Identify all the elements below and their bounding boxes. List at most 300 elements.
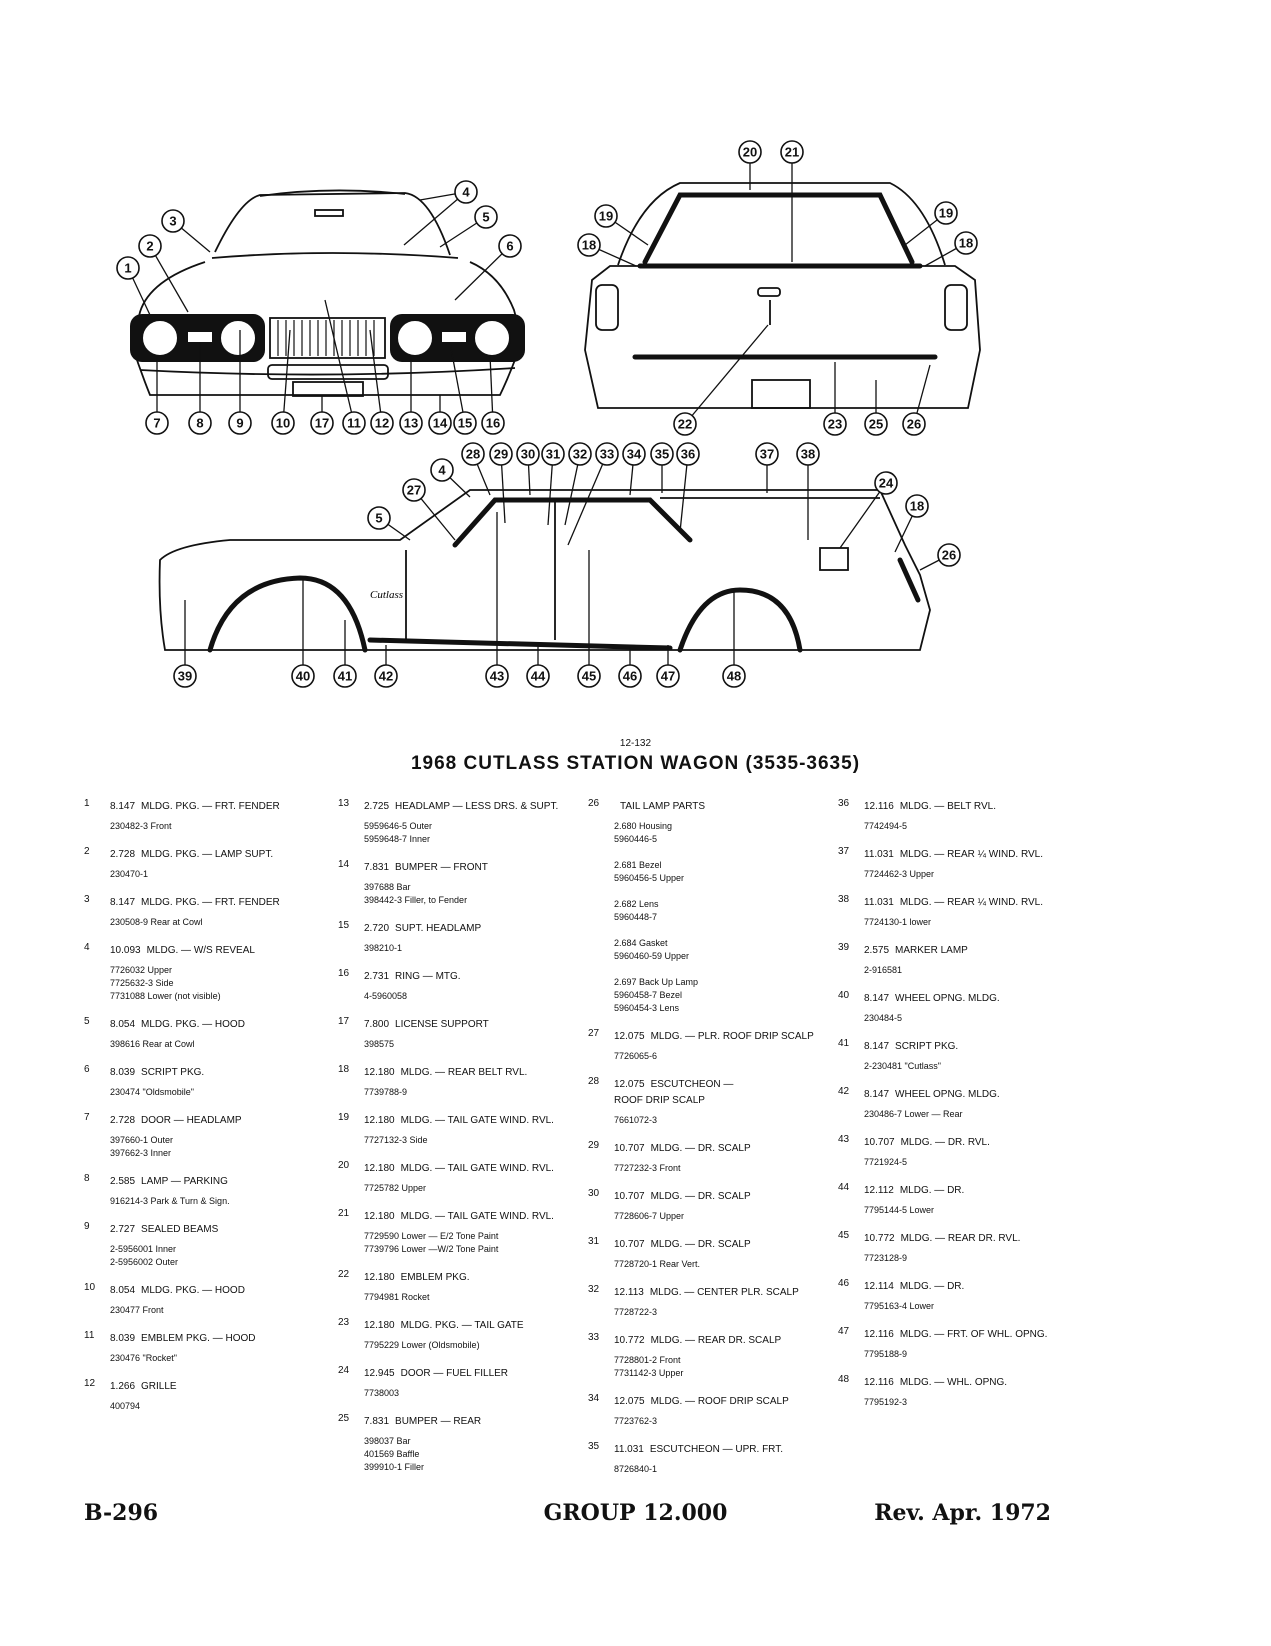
- group-code: 12.180: [364, 1067, 395, 1078]
- item-number: 6: [84, 1064, 90, 1075]
- item-header: [864, 1278, 1078, 1294]
- item-number: 40: [838, 990, 850, 1001]
- group-code: 12.075: [614, 1031, 645, 1042]
- parts-list-item: [84, 1064, 324, 1099]
- item-header: [864, 894, 1078, 910]
- part-numbers: 7721924-5: [864, 1157, 908, 1167]
- part-numbers: 7794981 Rocket: [364, 1292, 430, 1302]
- group-code: 12.116: [864, 801, 894, 812]
- callout-7: [146, 412, 168, 434]
- parts-list-item: [838, 942, 1078, 977]
- item-header: [364, 1269, 578, 1285]
- svg-text:14: 14: [432, 415, 448, 431]
- item-description: RING — MTG.: [395, 971, 461, 982]
- parts-list-item: [84, 1282, 324, 1317]
- item-header: [364, 1160, 578, 1176]
- callout-27: [403, 479, 425, 501]
- group-code: 12.945: [364, 1368, 395, 1379]
- callout-11: [343, 412, 365, 434]
- callout-17: [311, 412, 333, 434]
- item-description: MLDG. — DR. RVL.: [900, 1137, 990, 1148]
- item-number: 30: [588, 1188, 600, 1199]
- front-view-car: [130, 190, 525, 396]
- callout-23: [824, 413, 846, 435]
- group-code: 2.727: [110, 1224, 136, 1235]
- callout-41: [334, 665, 356, 687]
- callout-19-left: [595, 205, 617, 227]
- item-number: 34: [588, 1393, 600, 1404]
- item-number: 38: [838, 894, 850, 905]
- parts-list-item: [588, 1188, 828, 1223]
- svg-text:25: 25: [868, 416, 884, 432]
- svg-text:11: 11: [347, 415, 361, 431]
- parts-list-item: [588, 1028, 828, 1063]
- part-numbers: 230477 Front: [110, 1305, 164, 1315]
- item-number: 12: [84, 1378, 96, 1389]
- callout-20: [739, 141, 761, 163]
- item-description: MLDG. — FRT. OF WHL. OPNG.: [899, 1329, 1048, 1340]
- item-number: 15: [338, 920, 350, 931]
- svg-text:24: 24: [878, 475, 894, 491]
- svg-text:22: 22: [677, 416, 693, 432]
- part-numbers: 7795163-4 Lower: [864, 1301, 935, 1311]
- item-header: [864, 990, 1078, 1006]
- item-header: [864, 798, 1078, 814]
- callout-3: [162, 210, 184, 232]
- item-number: 25: [338, 1413, 350, 1424]
- item-header: [110, 894, 324, 910]
- item-description: TAIL LAMP PARTS: [620, 801, 706, 812]
- side-view-car: [160, 490, 930, 650]
- item-header: [864, 1374, 1078, 1390]
- part-numbers: 398210-1: [364, 943, 403, 953]
- svg-text:41: 41: [337, 668, 353, 684]
- parts-list-item: [84, 1016, 324, 1051]
- group-code: 2.575: [864, 945, 890, 956]
- item-number: 11: [84, 1330, 95, 1341]
- item-number: 46: [838, 1278, 850, 1289]
- parts-list-item: [338, 1016, 578, 1051]
- group-code: 8.147: [864, 1089, 890, 1100]
- part-numbers: 7728722-3: [614, 1307, 658, 1317]
- item-header: [110, 1282, 324, 1298]
- item-number: 18: [338, 1064, 350, 1075]
- item-header: [364, 1064, 578, 1080]
- item-number: 44: [838, 1182, 850, 1193]
- svg-text:16: 16: [485, 415, 501, 431]
- group-code: 7.800: [364, 1019, 390, 1030]
- part-numbers: 4-5960058: [364, 991, 408, 1001]
- parts-list-item: [338, 1317, 578, 1352]
- item-description: DOOR — HEADLAMP: [141, 1115, 242, 1126]
- item-description: MLDG. PKG. — FRT. FENDER: [141, 897, 280, 908]
- part-numbers: 7795192-3: [864, 1397, 908, 1407]
- item-description: MLDG. — REAR ¼ WIND. RVL.: [899, 849, 1044, 860]
- part-numbers: 7727232-3 Front: [614, 1163, 681, 1173]
- item-number: 43: [838, 1134, 850, 1145]
- page-number: B-296: [84, 1500, 159, 1526]
- parts-list-item: [588, 1393, 828, 1428]
- svg-text:26: 26: [941, 547, 957, 563]
- item-description: SCRIPT PKG.: [141, 1067, 205, 1078]
- rear-view-car: [585, 183, 980, 408]
- callout-22: [674, 413, 696, 435]
- item-number: 37: [838, 846, 850, 857]
- item-number: 7: [84, 1112, 90, 1123]
- callout-37: [756, 443, 778, 465]
- parts-list-item: [84, 1378, 324, 1413]
- group-code: 8.039: [110, 1333, 136, 1344]
- group-code: 11.031: [864, 849, 894, 860]
- group-code: 12.075: [614, 1396, 645, 1407]
- revision-date: Rev. Apr. 1972: [874, 1500, 1051, 1526]
- callout-34: [623, 443, 645, 465]
- callout-15: [454, 412, 476, 434]
- svg-text:47: 47: [660, 668, 676, 684]
- svg-text:39: 39: [177, 668, 193, 684]
- item-number: 8: [84, 1173, 90, 1184]
- item-description: SUPT. HEADLAMP: [395, 923, 482, 934]
- group-code: 1.266: [110, 1381, 136, 1392]
- group-code: 10.772: [864, 1233, 895, 1244]
- item-number: 1: [84, 798, 90, 809]
- callout-29: [490, 443, 512, 465]
- item-number: 27: [588, 1028, 600, 1039]
- parts-column-4: [838, 798, 1078, 1422]
- item-number: 29: [588, 1140, 600, 1151]
- part-numbers: 397688 Bar 398442-3 Filler, to Fender: [364, 882, 468, 905]
- parts-list-item: [838, 1230, 1078, 1265]
- item-header: [614, 1140, 828, 1156]
- parts-list-item: [838, 1278, 1078, 1313]
- parts-list-item: [588, 1441, 828, 1476]
- item-number: 28: [588, 1076, 600, 1087]
- page-code: 12-132: [619, 738, 652, 749]
- group-code: 10.772: [614, 1335, 645, 1346]
- group-code: 8.054: [110, 1285, 136, 1296]
- item-number: 4: [84, 942, 90, 953]
- item-header: [364, 1112, 578, 1128]
- item-number: 9: [84, 1221, 90, 1232]
- item-description: HEADLAMP — LESS DRS. & SUPT.: [395, 801, 559, 812]
- group-code: 10.093: [110, 945, 141, 956]
- item-header: [614, 1284, 828, 1300]
- svg-text:44: 44: [530, 668, 546, 684]
- part-numbers: 230474 "Oldsmobile": [110, 1087, 194, 1097]
- svg-text:18: 18: [958, 235, 974, 251]
- svg-text:23: 23: [827, 416, 843, 432]
- svg-text:5: 5: [375, 510, 383, 526]
- svg-text:7: 7: [153, 415, 161, 431]
- item-header: [864, 1326, 1078, 1342]
- svg-text:2: 2: [146, 238, 154, 254]
- callout-5: [475, 206, 497, 228]
- item-header: [864, 1134, 1078, 1150]
- item-header: [614, 1028, 828, 1044]
- group-code: 2.720: [364, 923, 390, 934]
- item-header: [110, 1016, 324, 1032]
- part-numbers: 2.680 Housing 5960446-5 2.681 Bezel 5960456-5 Upper 2.682 Lens 5960448-7 2.684 Gasket 5960460-59 Upper 2.697 Back Up Lamp 5960458-7 Bezel 5960454-3 Lens: [614, 821, 699, 1013]
- callout-9: [229, 412, 251, 434]
- item-header: [364, 968, 578, 984]
- group-code: 11.031: [614, 1444, 644, 1455]
- parts-list-item: [338, 1112, 578, 1147]
- group-code: 8.147: [864, 1041, 890, 1052]
- svg-text:13: 13: [403, 415, 419, 431]
- cutlass-script: Cutlass: [370, 589, 404, 601]
- item-description: MLDG. — DR. SCALP: [650, 1143, 751, 1154]
- item-number: 22: [338, 1269, 350, 1280]
- part-numbers: 2-230481 "Cutlass": [864, 1061, 941, 1071]
- svg-text:36: 36: [680, 446, 696, 462]
- item-description: MLDG. — REAR ¼ WIND. RVL.: [899, 897, 1044, 908]
- svg-text:42: 42: [378, 668, 394, 684]
- parts-list-item: [838, 1182, 1078, 1217]
- part-numbers: 7727132-3 Side: [364, 1135, 428, 1145]
- svg-text:26: 26: [906, 416, 922, 432]
- item-header: [110, 846, 324, 862]
- svg-text:29: 29: [493, 446, 509, 462]
- group-code: 12.180: [364, 1211, 395, 1222]
- item-number: 26: [588, 798, 600, 809]
- item-header: [364, 920, 578, 936]
- svg-text:12: 12: [374, 415, 390, 431]
- item-header: [364, 1365, 578, 1381]
- callout-45: [578, 665, 600, 687]
- part-numbers: 398616 Rear at Cowl: [110, 1039, 195, 1049]
- svg-text:40: 40: [295, 668, 311, 684]
- svg-text:35: 35: [654, 446, 670, 462]
- item-description: MLDG. — BELT RVL.: [899, 801, 996, 812]
- part-numbers: 398575: [364, 1039, 395, 1049]
- group-code: 12.180: [364, 1115, 395, 1126]
- item-number: 3: [84, 894, 90, 905]
- group-code: 8.054: [110, 1019, 136, 1030]
- item-header: [364, 1317, 578, 1333]
- item-description: MLDG. — W/S REVEAL: [146, 945, 255, 956]
- item-description: WHEEL OPNG. MLDG.: [895, 1089, 1000, 1100]
- parts-list-item: [838, 846, 1078, 881]
- part-numbers: 7795229 Lower (Oldsmobile): [364, 1340, 480, 1350]
- group-code: 12.075: [614, 1079, 645, 1090]
- callout-2: [139, 235, 161, 257]
- item-header: [110, 1173, 324, 1189]
- part-numbers: 7726065-6: [614, 1051, 658, 1061]
- callout-33: [596, 443, 618, 465]
- item-description: LICENSE SUPPORT: [395, 1019, 489, 1030]
- item-description: MLDG. — DR.: [899, 1185, 965, 1196]
- part-numbers: 7723128-9: [864, 1253, 908, 1263]
- item-description: MLDG. — WHL. OPNG.: [899, 1377, 1008, 1388]
- svg-text:27: 27: [406, 482, 422, 498]
- item-number: 33: [588, 1332, 600, 1343]
- item-number: 39: [838, 942, 850, 953]
- item-header: [864, 1230, 1078, 1246]
- parts-list-item: [588, 1140, 828, 1175]
- callout-1: [117, 257, 139, 279]
- svg-text:19: 19: [598, 208, 614, 224]
- parts-list-item: [588, 1332, 828, 1380]
- item-number: 48: [838, 1374, 850, 1385]
- parts-column-3: [588, 798, 828, 1489]
- parts-list-item: [338, 1365, 578, 1400]
- group-code: 8.147: [110, 801, 136, 812]
- item-description: MLDG. PKG. — HOOD: [141, 1285, 245, 1296]
- item-number: 5: [84, 1016, 90, 1027]
- item-number: 41: [838, 1038, 850, 1049]
- item-number: 2: [84, 846, 90, 857]
- callout-46: [619, 665, 641, 687]
- item-header: [614, 1236, 828, 1252]
- svg-text:6: 6: [506, 238, 514, 254]
- item-description: SEALED BEAMS: [141, 1224, 219, 1235]
- parts-list-item: [838, 990, 1078, 1025]
- parts-list-item: [838, 894, 1078, 929]
- part-numbers: 7728720-1 Rear Vert.: [614, 1259, 701, 1269]
- part-numbers: 916214-3 Park & Turn & Sign.: [110, 1196, 230, 1206]
- callout-10: [272, 412, 294, 434]
- svg-text:30: 30: [520, 446, 536, 462]
- svg-text:33: 33: [599, 446, 615, 462]
- callout-6: [499, 235, 521, 257]
- part-numbers: 7725782 Upper: [364, 1183, 427, 1193]
- part-numbers: 5959646-5 Outer 5959648-7 Inner: [364, 821, 433, 844]
- svg-text:8: 8: [196, 415, 204, 431]
- parts-list-item: [338, 1269, 578, 1304]
- item-description: MLDG. — PLR. ROOF DRIP SCALP: [650, 1031, 814, 1042]
- item-description: DOOR — FUEL FILLER: [400, 1368, 509, 1379]
- parts-list-item: [338, 1160, 578, 1195]
- callout-5-side: [368, 507, 390, 529]
- part-numbers: 230482-3 Front: [110, 821, 172, 831]
- item-number: 13: [338, 798, 350, 809]
- item-header: [614, 1332, 828, 1348]
- item-number: 45: [838, 1230, 850, 1241]
- parts-list-item: [84, 894, 324, 929]
- group-number: GROUP 12.000: [543, 1500, 728, 1526]
- parts-column-2: [338, 798, 578, 1487]
- item-description: ESCUTCHEON — UPR. FRT.: [649, 1444, 784, 1455]
- item-header: [864, 942, 1078, 958]
- svg-text:4: 4: [438, 462, 446, 478]
- parts-list-item: [838, 1086, 1078, 1121]
- callout-21: [781, 141, 803, 163]
- item-description: MLDG. — DR. SCALP: [650, 1191, 751, 1202]
- group-code: 12.114: [864, 1281, 894, 1292]
- part-numbers: 7795188-9: [864, 1349, 908, 1359]
- item-header: [110, 1378, 324, 1394]
- item-description: MLDG. — TAIL GATE WIND. RVL.: [400, 1211, 554, 1222]
- item-description: MLDG. — ROOF DRIP SCALP: [650, 1396, 789, 1407]
- callout-4: [455, 181, 477, 203]
- item-description: MLDG. — DR.: [899, 1281, 965, 1292]
- svg-text:15: 15: [457, 415, 473, 431]
- group-code: 11.031: [864, 897, 894, 908]
- callout-30: [517, 443, 539, 465]
- svg-text:43: 43: [489, 668, 505, 684]
- group-code: 10.707: [864, 1137, 895, 1148]
- callout-14: [429, 412, 451, 434]
- item-description: ESCUTCHEON — ROOF DRIP SCALP: [614, 1079, 734, 1106]
- parts-list-item: [84, 1330, 324, 1365]
- part-numbers: 8726840-1: [614, 1464, 658, 1474]
- callout-16: [482, 412, 504, 434]
- parts-list-item: [84, 1173, 324, 1208]
- group-code: 8.147: [110, 897, 136, 908]
- parts-list-item: [338, 1208, 578, 1256]
- item-header: [614, 1441, 828, 1457]
- parts-list-item: [338, 798, 578, 846]
- group-code: 12.113: [614, 1287, 644, 1298]
- parts-list-item: [588, 1076, 828, 1127]
- part-numbers: 400794: [110, 1401, 141, 1411]
- callout-39: [174, 665, 196, 687]
- item-description: MLDG. — CENTER PLR. SCALP: [649, 1287, 799, 1298]
- part-numbers: 230486-7 Lower — Rear: [864, 1109, 963, 1119]
- part-numbers: 7726032 Upper 7725632-3 Side 7731088 Lower (not visible): [110, 965, 221, 1001]
- callout-28: [462, 443, 484, 465]
- svg-text:1: 1: [124, 260, 132, 276]
- svg-text:5: 5: [482, 209, 490, 225]
- svg-text:4: 4: [462, 184, 470, 200]
- item-number: 20: [338, 1160, 350, 1171]
- callout-48: [723, 665, 745, 687]
- svg-text:38: 38: [800, 446, 816, 462]
- callout-19-right: [935, 202, 957, 224]
- item-header: [614, 798, 828, 814]
- callout-35: [651, 443, 673, 465]
- parts-list-item: [338, 968, 578, 1003]
- item-number: 14: [338, 859, 350, 870]
- callout-31: [542, 443, 564, 465]
- item-description: MLDG. PKG. — LAMP SUPT.: [141, 849, 274, 860]
- item-number: 21: [338, 1208, 350, 1219]
- callout-18-right: [955, 232, 977, 254]
- item-description: GRILLE: [141, 1381, 177, 1392]
- svg-text:19: 19: [938, 205, 954, 221]
- part-numbers: 230484-5: [864, 1013, 903, 1023]
- parts-list-item: [338, 859, 578, 907]
- item-header: [110, 798, 324, 814]
- svg-text:46: 46: [622, 668, 638, 684]
- group-code: 7.831: [364, 862, 390, 873]
- callout-4-side: [431, 459, 453, 481]
- parts-list-item: [338, 1064, 578, 1099]
- group-code: 12.180: [364, 1320, 395, 1331]
- callout-43: [486, 665, 508, 687]
- part-numbers: 230476 "Rocket": [110, 1353, 177, 1363]
- item-header: [364, 1016, 578, 1032]
- group-code: 10.707: [614, 1143, 645, 1154]
- parts-list-item: [838, 1038, 1078, 1073]
- parts-list-item: [84, 1221, 324, 1269]
- group-code: 2.728: [110, 849, 136, 860]
- item-number: 31: [588, 1236, 600, 1247]
- group-code: 2.585: [110, 1176, 136, 1187]
- item-header: [614, 1076, 828, 1108]
- item-header: [364, 798, 578, 814]
- svg-text:9: 9: [236, 415, 244, 431]
- part-numbers: 7724130-1 lower: [864, 917, 932, 927]
- item-header: [614, 1188, 828, 1204]
- parts-list-item: [838, 1134, 1078, 1169]
- item-header: [864, 1038, 1078, 1054]
- svg-text:10: 10: [275, 415, 291, 431]
- item-description: LAMP — PARKING: [141, 1176, 228, 1187]
- item-description: MLDG. PKG. — FRT. FENDER: [141, 801, 280, 812]
- item-description: MLDG. PKG. — TAIL GATE: [400, 1320, 524, 1331]
- item-header: [110, 942, 324, 958]
